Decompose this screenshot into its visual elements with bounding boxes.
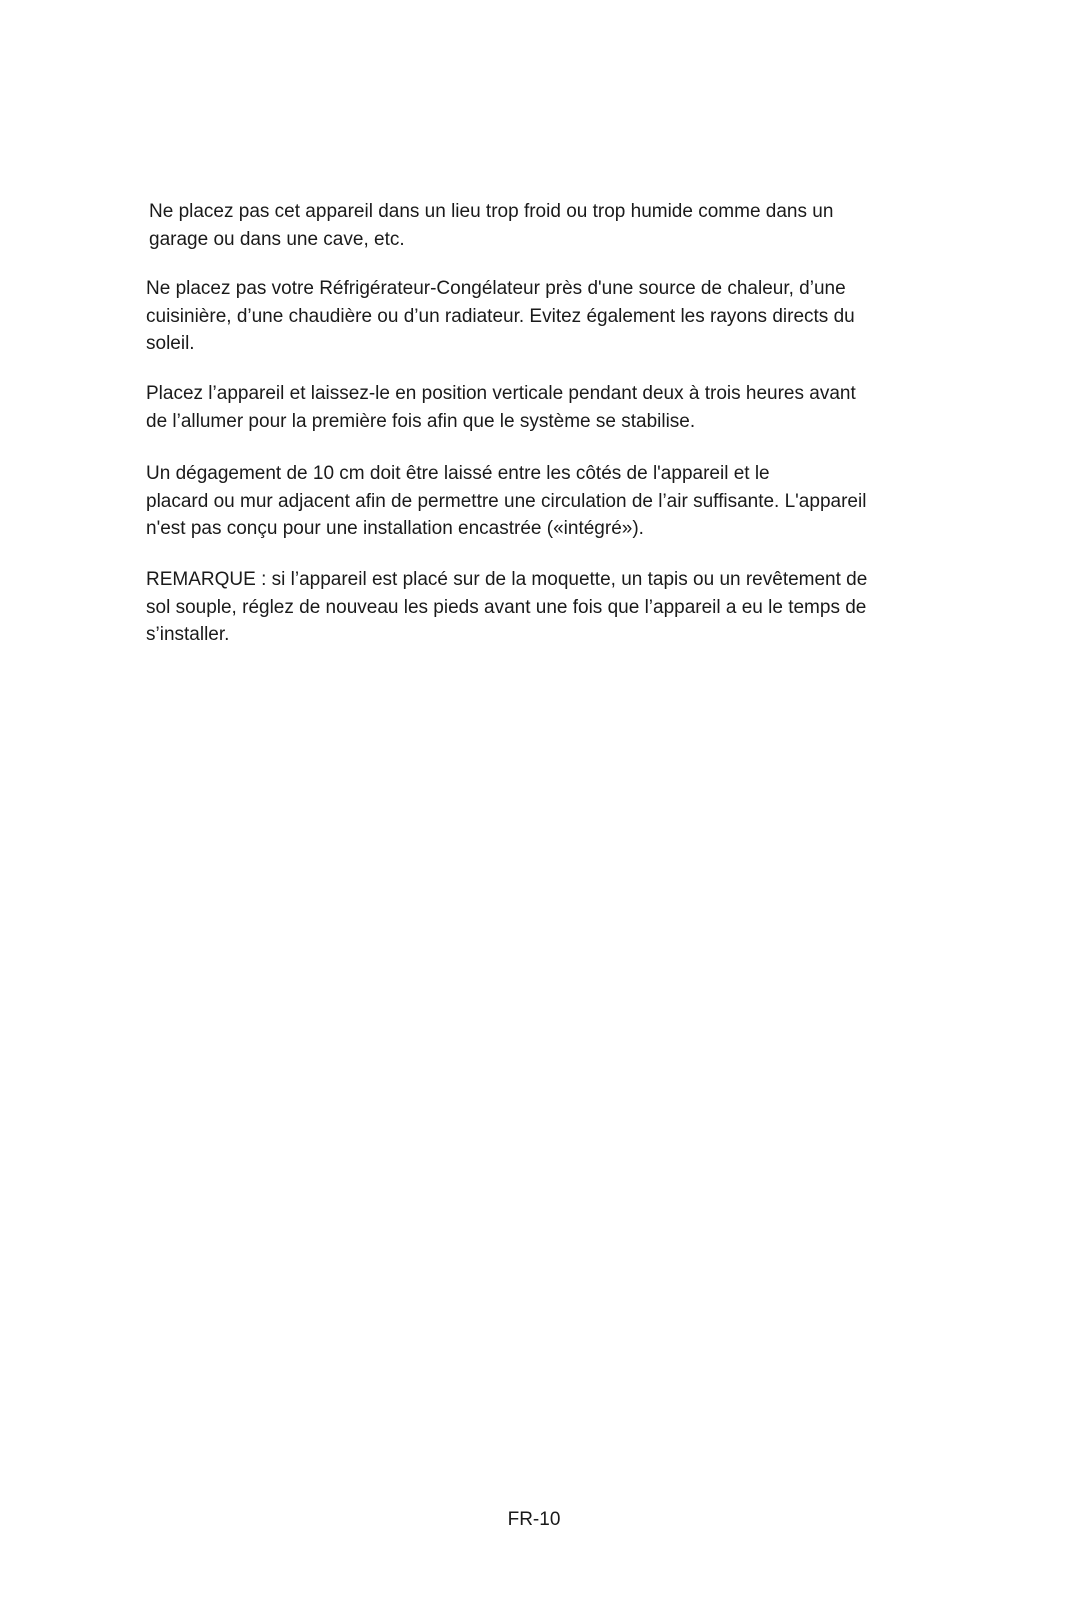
page-number: FR-10 (507, 1509, 561, 1530)
text-line: s’installer. (146, 624, 230, 645)
text-line: garage ou dans une cave, etc. (149, 228, 405, 250)
text-line: cuisinière, d’une chaudière ou d’un radiateur. Evitez également les rayons directs du (146, 305, 855, 327)
paragraph-vertical-position (146, 380, 856, 435)
paragraph-clearance (146, 460, 866, 543)
text-line: Placez l’appareil et laissez-le en position verticale pendant deux à trois heures avant (146, 383, 856, 404)
text-line: n'est pas conçu pour une installation encastrée («intégré»). (146, 518, 644, 539)
text-line: soleil. (146, 333, 195, 354)
text-line: de l’allumer pour la première fois afin que le système se stabilise. (146, 410, 696, 432)
text-line: sol souple, réglez de nouveau les pieds avant une fois que l’appareil a eu le temps de (146, 596, 867, 618)
paragraph-heat-source (146, 275, 855, 358)
paragraph-remark (146, 566, 867, 649)
text-line: Ne placez pas votre Réfrigérateur-Congélateur près d'une source de chaleur, d’une (146, 278, 846, 299)
text-line: placard ou mur adjacent afin de permettre une circulation de l’air suffisante. L'appareil (146, 490, 867, 512)
paragraph-location-humidity (149, 198, 833, 253)
text-line: Ne placez pas cet appareil dans un lieu trop froid ou trop humide comme dans un (149, 201, 834, 222)
text-line: REMARQUE : si l’appareil est placé sur de la moquette, un tapis ou un revêtement de (146, 569, 868, 590)
text-line: Un dégagement de 10 cm doit être laissé entre les côtés de l'appareil et le (146, 463, 770, 484)
